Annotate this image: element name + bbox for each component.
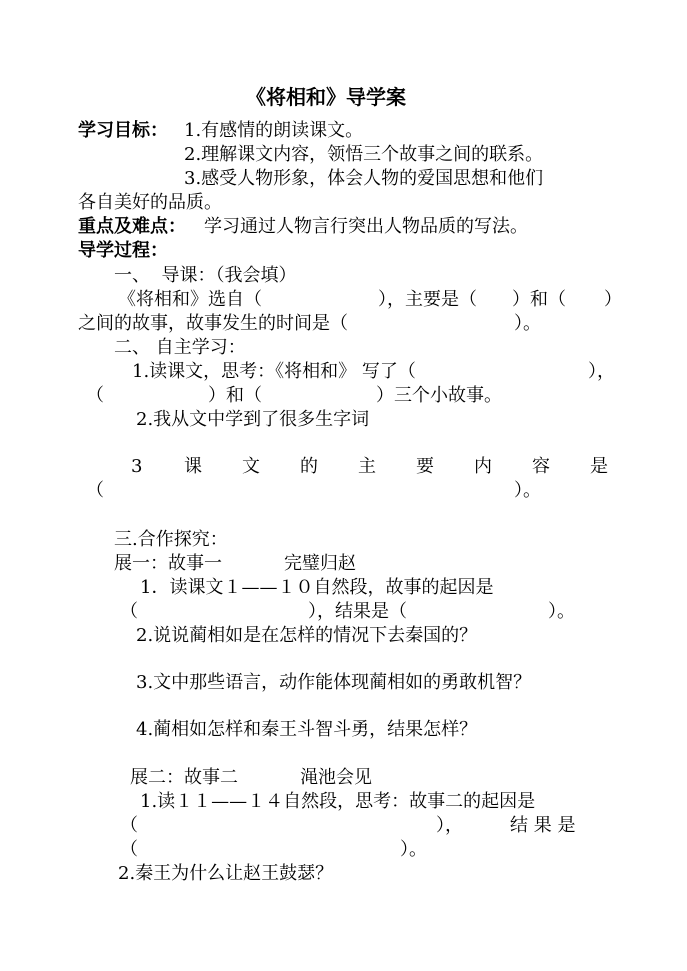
section2-q3-word: 容	[532, 456, 550, 477]
story1-title: 完璧归赵	[284, 553, 356, 574]
story1-q2: 2.说说蔺相如是在怎样的情况下去秦国的？	[136, 625, 478, 646]
key-points-label: 重点及难点：	[78, 216, 186, 237]
section2-q3-word: 是	[590, 456, 608, 477]
story2-q1b-result: 结 果 是	[510, 815, 576, 836]
story1-q1: 1．读课文１——１０自然段，故事的起因是	[140, 577, 494, 598]
section2-q1: 1.读课文，思考：《将相和》 写了（	[132, 361, 416, 382]
story2-q1: 1.读１１——１４自然段，思考：故事二的起因是	[140, 791, 536, 812]
story1-q1b-open: （	[120, 601, 138, 622]
section2-q3-word: 的	[300, 456, 318, 477]
section2-q3b-end: ）。	[514, 480, 541, 501]
section1-heading: 一、 导课：（我会填）	[114, 265, 297, 286]
story2-label: 展二：故事二	[130, 767, 238, 788]
section2-q3-word: 课	[184, 456, 202, 477]
story1-q3: 3.文中那些语言，动作能体现蔺相如的勇敢机智？	[136, 672, 532, 693]
story2-q1c-end: ）。	[400, 839, 427, 860]
page-title: 《将相和》导学案	[246, 85, 406, 109]
section3-heading: 三.合作探究：	[114, 529, 228, 550]
section2-q1b-and: ）和（	[208, 385, 262, 406]
section2-q3-word: 3	[131, 456, 143, 477]
story1-q1b-mid: ），结果是（	[308, 601, 407, 622]
objective-3: 3.感受人物形象，体会人物的爱国思想和他们	[184, 168, 544, 189]
story2-q1c-open: （	[120, 839, 138, 860]
objectives-label: 学习目标：	[78, 120, 168, 141]
objective-3-cont: 各自美好的品质。	[78, 192, 222, 213]
section2-q1-end: ），	[588, 361, 615, 382]
section1-line1-and: ）和（	[512, 289, 566, 310]
objective-2: 2.理解课文内容，领悟三个故事之间的联系。	[184, 144, 544, 165]
section2-q3-word: 内	[474, 456, 492, 477]
section2-q3-word: 文	[242, 456, 260, 477]
section1-line1-mid: ），主要是（	[378, 289, 477, 310]
section2-q2: 2.我从文中学到了很多生字词	[136, 409, 370, 430]
section2-q3b-open: （	[86, 480, 104, 501]
section2-q1b-end: ）三个小故事。	[376, 385, 502, 406]
story1-q4: 4.蔺相如怎样和秦王斗智斗勇，结果怎样？	[136, 719, 478, 740]
section1-line1-left: 《将相和》选自（	[118, 289, 262, 310]
section1-line2-left: 之间的故事，故事发生的时间是（	[78, 313, 348, 334]
story2-q2: 2.秦王为什么让赵王鼓瑟？	[118, 863, 334, 884]
section2-q1b-open: （	[86, 385, 104, 406]
section2-q3-word: 主	[358, 456, 376, 477]
story2-q1b-close: ），	[436, 815, 463, 836]
section1-line2-end: ）。	[514, 313, 541, 334]
objective-1: 1.有感情的朗读课文。	[184, 120, 364, 141]
story1-q1b-end: ）。	[548, 601, 575, 622]
section2-heading: 二、 自主学习：	[114, 337, 246, 358]
key-points-text: 学习通过人物言行突出人物品质的写法。	[204, 216, 528, 237]
story2-q1b-open: （	[120, 815, 138, 836]
section1-line1-end: ）	[604, 289, 622, 310]
story1-label: 展一：故事一	[114, 553, 222, 574]
section2-q3-word: 要	[416, 456, 434, 477]
story2-title: 渑池会见	[300, 767, 372, 788]
process-label: 导学过程：	[78, 240, 168, 261]
